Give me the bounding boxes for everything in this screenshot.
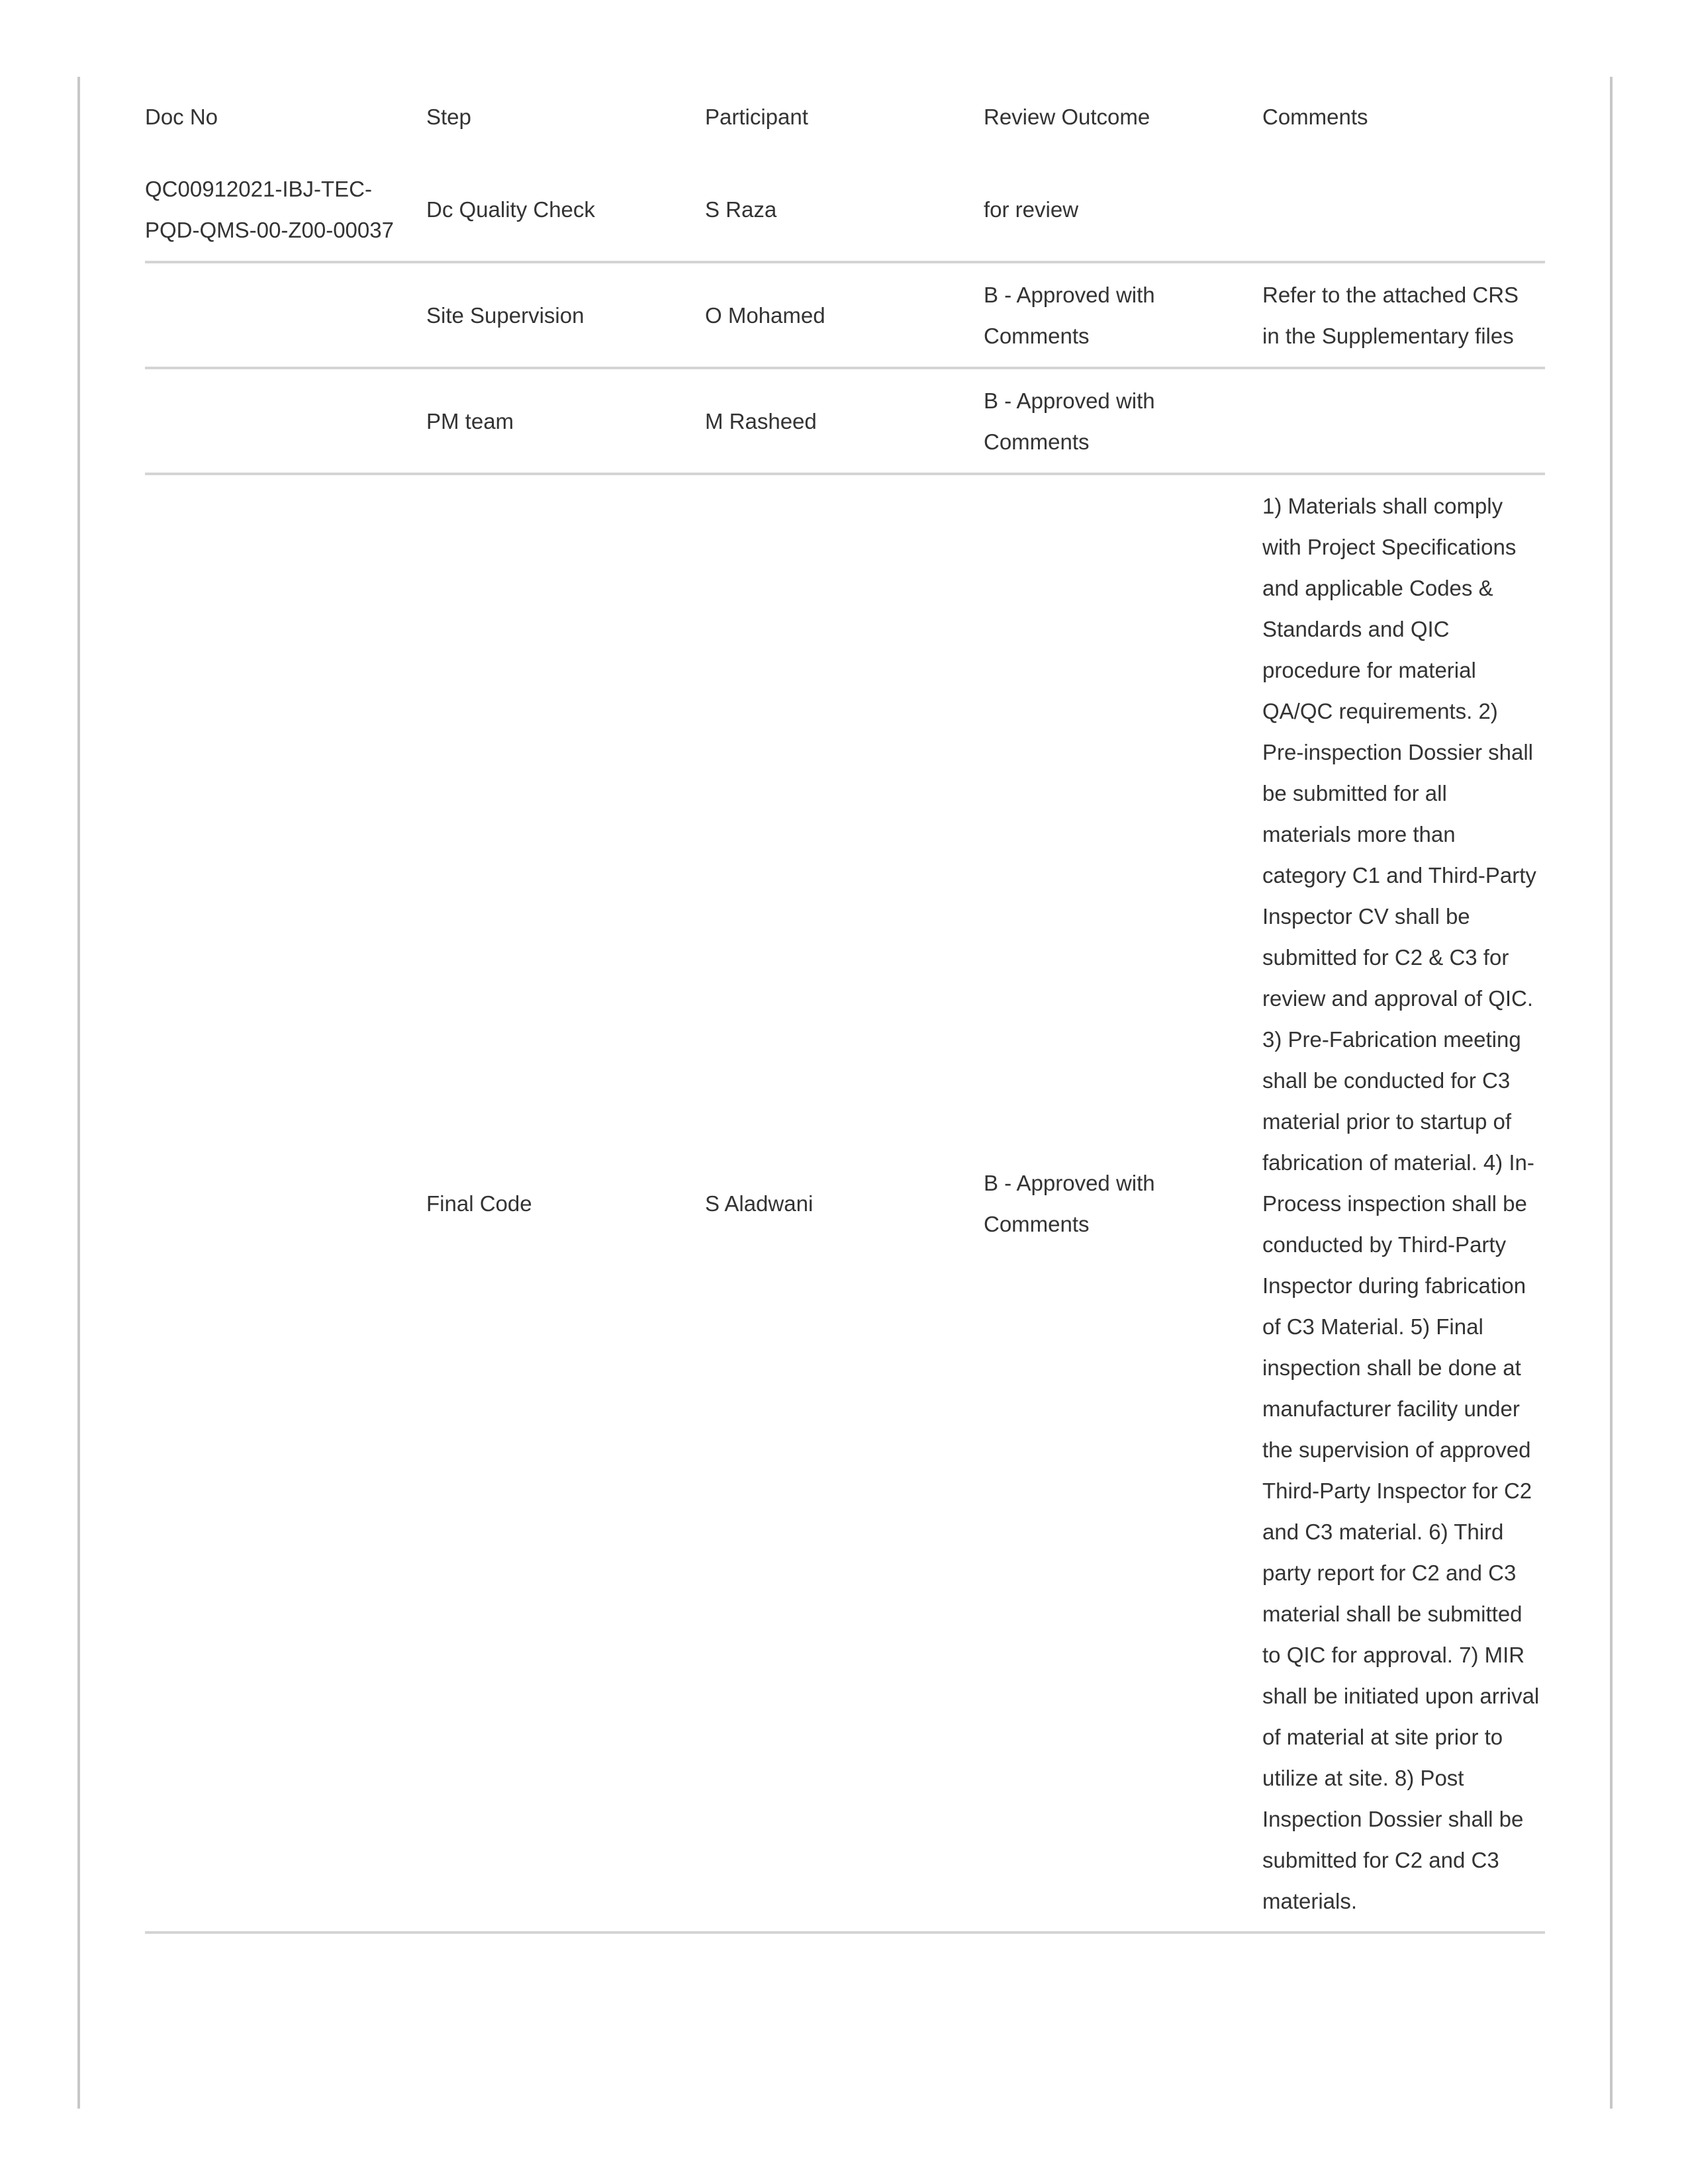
cell-participant: S Raza: [705, 158, 984, 262]
page-border-right: [1610, 77, 1613, 2109]
cell-comments: Refer to the attached CRS in the Supplementary files: [1262, 262, 1545, 368]
cell-step: PM team: [426, 368, 705, 474]
cell-comments: 1) Materials shall comply with Project Specifications and applicable Codes & Standards and QIC procedure for material QA/QC requirements. 2) Pre-inspection Dossier shall be submitted for all materials more than category C1 and Third-Party Inspector CV shall be submitted for C2 & C3 for review and approval of QIC. 3) Pre-Fabrication meeting shall be conducted for C3 material prior to startup of fabrication of material. 4) In-Process inspection shall be conducted by Third-Party Inspector during fabrication of C3 Material. 5) Final inspection shall be done at manufacturer facility under the supervision of approved Third-Party Inspector for C2 and C3 material. 6) Third party report for C2 and C3 material shall be submitted to QIC for approval. 7) MIR shall be initiated upon arrival of material at site prior to utilize at site. 8) Post Inspection Dossier shall be submitted for C2 and C3 materials.: [1262, 474, 1545, 1933]
cell-participant: O Mohamed: [705, 262, 984, 368]
cell-doc-no: [145, 474, 426, 1933]
review-table: [145, 93, 1545, 1934]
cell-participant: S Aladwani: [705, 474, 984, 1933]
page-border-left: [77, 77, 80, 2109]
cell-review-outcome: B - Approved with Comments: [984, 262, 1262, 368]
cell-review-outcome: for review: [984, 158, 1262, 262]
cell-doc-no: QC00912021-IBJ-TEC-PQD-QMS-00-Z00-00037: [145, 158, 426, 262]
table-row: [145, 158, 1545, 262]
cell-doc-no: [145, 368, 426, 474]
header-step: Step: [426, 105, 471, 129]
table-body: [145, 158, 1545, 1933]
cell-step: Final Code: [426, 474, 705, 1933]
cell-review-outcome: B - Approved with Comments: [984, 474, 1262, 1933]
cell-doc-no: [145, 262, 426, 368]
header-comments: Comments: [1262, 105, 1368, 129]
table-row: [145, 474, 1545, 1933]
header-row: [145, 93, 1545, 158]
cell-review-outcome: B - Approved with Comments: [984, 368, 1262, 474]
cell-participant: M Rasheed: [705, 368, 984, 474]
cell-comments: [1262, 368, 1545, 474]
cell-step: Site Supervision: [426, 262, 705, 368]
header-review-outcome: Review Outcome: [984, 105, 1150, 129]
table-header: [145, 93, 1545, 158]
cell-comments: [1262, 158, 1545, 262]
header-doc-no: Doc No: [145, 105, 218, 129]
table-row: [145, 262, 1545, 368]
cell-step: Dc Quality Check: [426, 158, 705, 262]
table-row: [145, 368, 1545, 474]
header-participant: Participant: [705, 105, 808, 129]
